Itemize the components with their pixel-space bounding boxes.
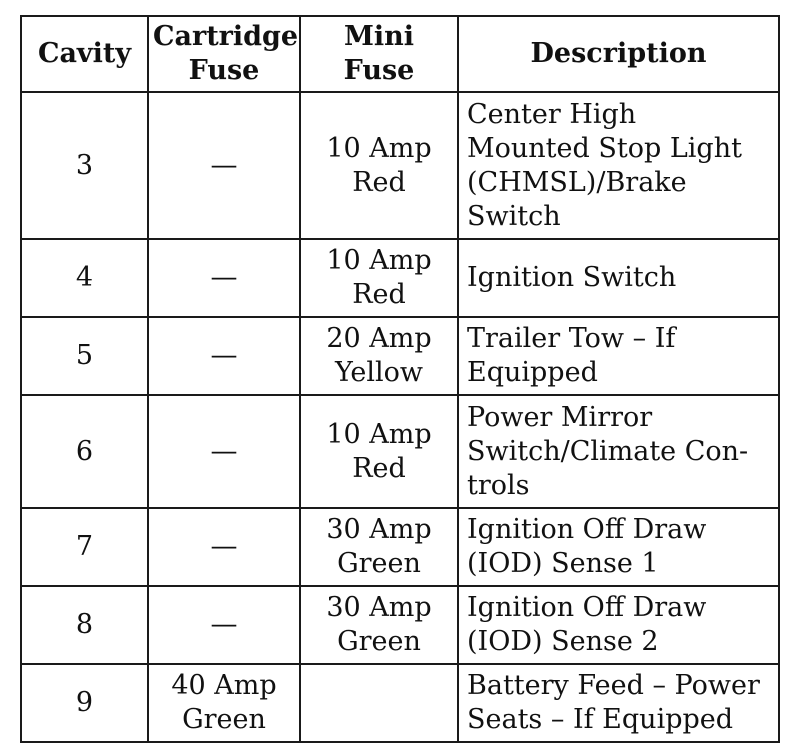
header-cavity: [21, 16, 148, 92]
mini-value: 30 Amp Green: [326, 514, 432, 579]
table-row: [21, 239, 779, 317]
cavity-value: 9: [75, 687, 94, 718]
description-cell: [458, 508, 779, 586]
mini-value: 20 Amp Yellow: [326, 323, 432, 388]
description-cell: [458, 239, 779, 317]
cavity-cell: [21, 508, 148, 586]
cavity-value: 5: [75, 340, 94, 371]
mini-value: 10 Amp Red: [326, 418, 432, 484]
cavity-value: 7: [75, 531, 94, 562]
table-row: [21, 92, 779, 239]
mini-value: 30 Amp Green: [326, 592, 432, 657]
mini-cell: [300, 586, 458, 664]
description-value: Trailer Tow – If Equipped: [467, 323, 676, 388]
table-row: [21, 508, 779, 586]
description-cell: [458, 664, 779, 742]
description-value: Ignition Off Draw (IOD) Sense 2: [467, 592, 707, 657]
mini-cell: [300, 317, 458, 395]
cavity-value: 4: [75, 262, 94, 293]
cavity-cell: [21, 664, 148, 742]
cavity-cell: [21, 239, 148, 317]
cartridge-value: —: [210, 609, 238, 640]
cartridge-cell: [148, 508, 300, 586]
cartridge-value: 40 Amp Green: [171, 670, 277, 735]
description-value: Battery Feed – Power Seats – If Equipped: [467, 670, 760, 735]
mini-cell: [300, 92, 458, 239]
cavity-cell: [21, 317, 148, 395]
description-cell: [458, 317, 779, 395]
fuse-table: [20, 15, 780, 743]
cartridge-value: —: [210, 340, 238, 371]
description-cell: [458, 92, 779, 239]
mini-cell: [300, 664, 458, 742]
cavity-cell: [21, 92, 148, 239]
cartridge-cell: [148, 586, 300, 664]
cartridge-cell: [148, 239, 300, 317]
description-cell: [458, 395, 779, 508]
cavity-cell: [21, 586, 148, 664]
mini-cell: [300, 508, 458, 586]
header-cartridge-fuse: [148, 16, 300, 92]
header-mini-fuse: [300, 16, 458, 92]
description-value: Center High Mounted Stop Light (CHMSL)/Brake Switch: [467, 98, 742, 232]
description-value: Ignition Switch: [467, 262, 677, 293]
table-row: [21, 664, 779, 742]
mini-cell: [300, 395, 458, 508]
cavity-value: 6: [75, 435, 94, 467]
cavity-value: 8: [75, 609, 94, 640]
cartridge-cell: [148, 92, 300, 239]
cartridge-value: —: [210, 149, 238, 181]
description-value: Ignition Off Draw (IOD) Sense 1: [467, 514, 707, 579]
table-row: [21, 317, 779, 395]
table-row: [21, 586, 779, 664]
header-cavity-label: Cavity: [37, 38, 132, 69]
cartridge-value: —: [210, 531, 238, 562]
cartridge-value: —: [210, 435, 238, 467]
table-header-row: [21, 16, 779, 92]
cartridge-cell: [148, 317, 300, 395]
cartridge-cell: [148, 395, 300, 508]
description-value: Power Mirror Switch/Climate Con- trols: [467, 401, 749, 501]
cartridge-value: —: [210, 262, 238, 293]
mini-value: 10 Amp Red: [326, 245, 432, 310]
cavity-value: 3: [75, 149, 94, 181]
table-row: [21, 395, 779, 508]
description-cell: [458, 586, 779, 664]
header-mini-fuse-label: Mini Fuse: [343, 21, 415, 86]
header-cartridge-fuse-label: Cartridge Fuse: [153, 21, 299, 86]
header-description: [458, 16, 779, 92]
cartridge-cell: [148, 664, 300, 742]
cavity-cell: [21, 395, 148, 508]
mini-value: 10 Amp Red: [326, 132, 432, 198]
mini-cell: [300, 239, 458, 317]
header-description-label: Description: [530, 38, 707, 69]
